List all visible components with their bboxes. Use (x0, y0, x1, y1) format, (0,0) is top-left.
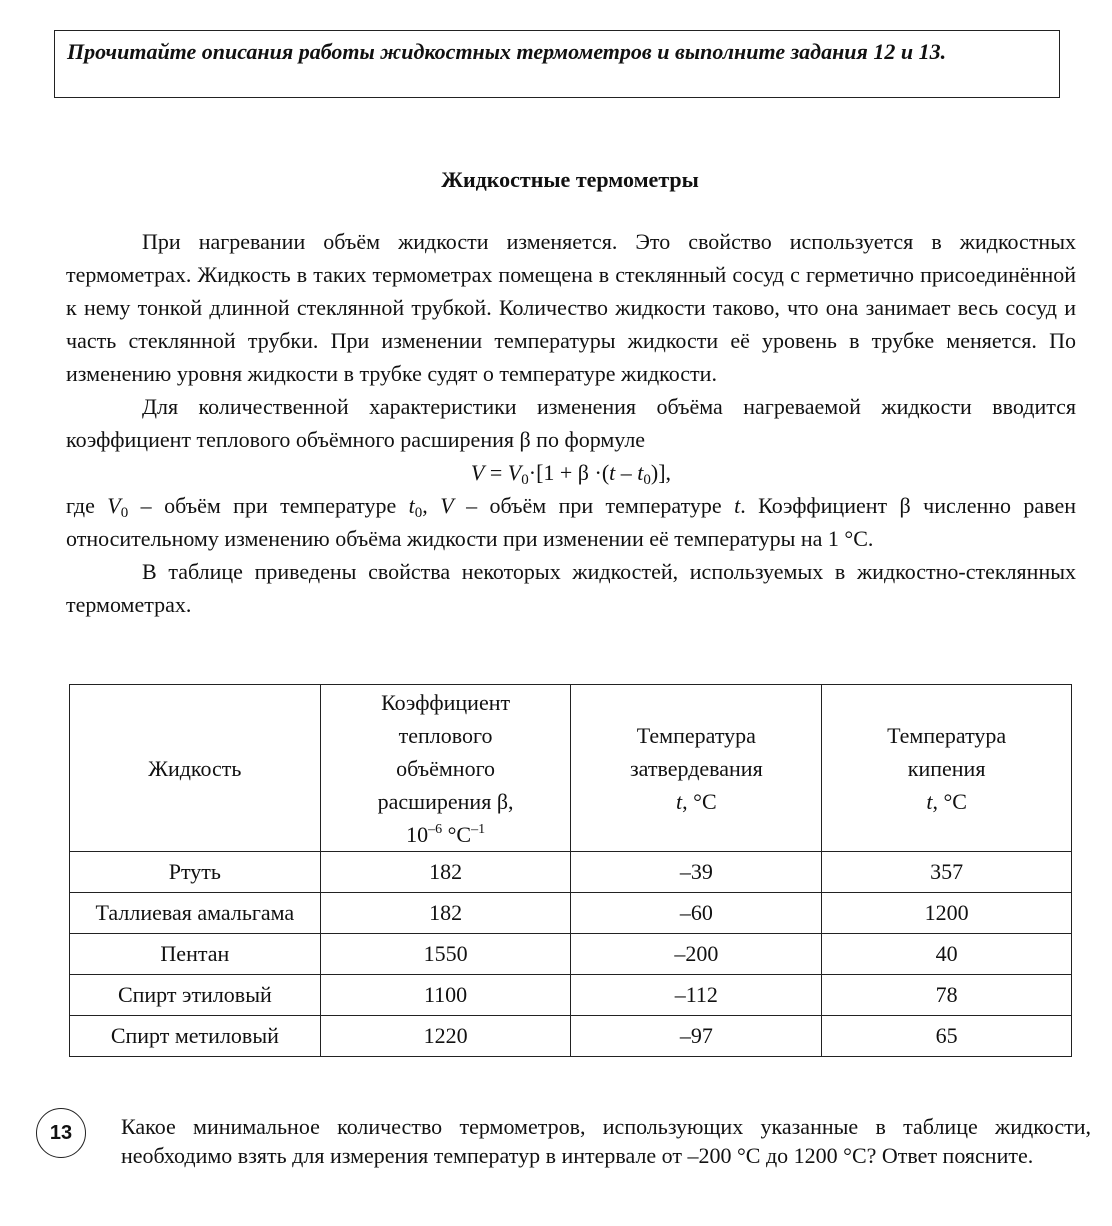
formula-v: V (470, 460, 485, 485)
cell-boil: 1200 (822, 893, 1072, 934)
p3-v0-sub: 0 (120, 505, 129, 521)
header-boil-t: t (926, 788, 933, 814)
cell-boil: 78 (822, 975, 1072, 1016)
cell-coef: 1550 (320, 934, 571, 975)
header-coef-unit-exp: –6 (428, 821, 443, 837)
table-row (70, 975, 1072, 1016)
paragraph-1: При нагревании объём жидкости изменяется. Это свойство используется в жидкостных термометрах. Жидкость в таких термометрах помещена в стеклянный сосуд с герметично присоединённой к нему тонкой длинной стеклянной трубкой. Количество жидкости таково, что она занимает весь сосуд и часть стеклянной трубки. При изменении температуры жидкости её уровень в трубке меняется. По изменению уровня жидкости в трубке судят о температуре жидкости. (66, 229, 1076, 386)
cell-boil: 40 (822, 934, 1072, 975)
cell-boil: 65 (822, 1016, 1072, 1057)
cell-freeze: –112 (571, 975, 822, 1016)
cell-liquid: Спирт метиловый (70, 1016, 321, 1057)
table-row (70, 852, 1072, 893)
cell-coef: 182 (320, 852, 571, 893)
volume-formula (66, 456, 1076, 489)
cell-freeze: –60 (571, 893, 822, 934)
header-coef-unit-exp2: –1 (471, 821, 486, 837)
p3-part-c: , (422, 493, 441, 518)
header-boil-unit: , °C (932, 788, 967, 814)
header-coefficient (320, 685, 571, 852)
liquids-table (69, 684, 1072, 1057)
table-row (70, 893, 1072, 934)
header-boiling (822, 685, 1072, 852)
table-row (70, 934, 1072, 975)
formula-mid: ·[1 + β ·( (528, 460, 610, 485)
p3-t0: t (408, 493, 415, 518)
formula-eq: = (484, 460, 508, 485)
header-freeze-line2: затвердевания (629, 755, 763, 781)
formula-sub-t: 0 (643, 472, 651, 488)
header-liquid (70, 685, 321, 852)
cell-freeze: –200 (571, 934, 822, 975)
header-boil-line1: Температура (887, 722, 1007, 748)
p3-part-a: где (66, 493, 108, 518)
paragraph-4: В таблице приведены свойства некоторых жидкостей, используемых в жидкостно-стеклянных термометрах. (66, 559, 1076, 617)
formula-minus: – (615, 460, 638, 485)
header-freeze-line1: Температура (636, 722, 756, 748)
header-coef-line1: Коэффициент (381, 689, 511, 715)
header-freezing (571, 685, 822, 852)
article-body (66, 225, 1076, 621)
cell-liquid: Ртуть (70, 852, 321, 893)
task-instruction: Прочитайте описания работы жидкостных термометров и выполните задания 12 и 13. (54, 30, 1060, 98)
formula-tail: )], (650, 460, 672, 485)
cell-liquid: Таллиевая амальгама (70, 893, 321, 934)
formula-t: t (609, 460, 616, 485)
cell-liquid: Спирт этиловый (70, 975, 321, 1016)
cell-boil: 357 (822, 852, 1072, 893)
header-coef-line2: теплового (398, 722, 493, 748)
header-freeze-unit: , °C (682, 788, 717, 814)
table-header-row (70, 685, 1072, 852)
p3-t: t (734, 493, 741, 518)
formula-t0: t (637, 460, 644, 485)
formula-sub: 0 (521, 472, 529, 488)
header-coef-line3: объёмного (396, 755, 496, 781)
header-coef-unit-base: 10 (406, 821, 429, 847)
cell-freeze: –39 (571, 852, 822, 893)
formula-v0: V (507, 460, 522, 485)
p3-part-e: . Коэффициент β численно равен относительному изменению объёма жидкости при изменении её температуры на 1 °C. (66, 493, 1076, 551)
paragraph-2: Для количественной характеристики изменения объёма нагреваемой жидкости вводится коэффициент теплового объёмного расширения β по формуле (66, 394, 1076, 452)
p3-v0: V (107, 493, 121, 518)
cell-coef: 1100 (320, 975, 571, 1016)
cell-coef: 182 (320, 893, 571, 934)
question-text: Какое минимальное количество термометров, использующих указанные в таблице жидкости, необходимо взять для измерения температур в интервале от –200 °C до 1200 °C? Ответ поясните. (121, 1114, 1091, 1168)
cell-coef: 1220 (320, 1016, 571, 1057)
p3-t0-sub: 0 (414, 505, 423, 521)
p3-part-b: – объём при температуре (128, 493, 409, 518)
header-coef-line4: расширения β, (377, 788, 514, 814)
p3-v: V (440, 493, 454, 518)
p3-part-d: – объём при температуре (453, 493, 735, 518)
header-liquid-label: Жидкость (148, 755, 242, 781)
cell-freeze: –97 (571, 1016, 822, 1057)
header-freeze-t: t (676, 788, 683, 814)
section-title: Жидкостные термометры (441, 167, 699, 192)
header-boil-line2: кипения (907, 755, 986, 781)
paragraph-3 (66, 489, 1076, 555)
cell-liquid: Пентан (70, 934, 321, 975)
question-number-badge: 13 (36, 1108, 86, 1158)
table-row (70, 1016, 1072, 1057)
header-coef-unit-c: °C (442, 821, 472, 847)
